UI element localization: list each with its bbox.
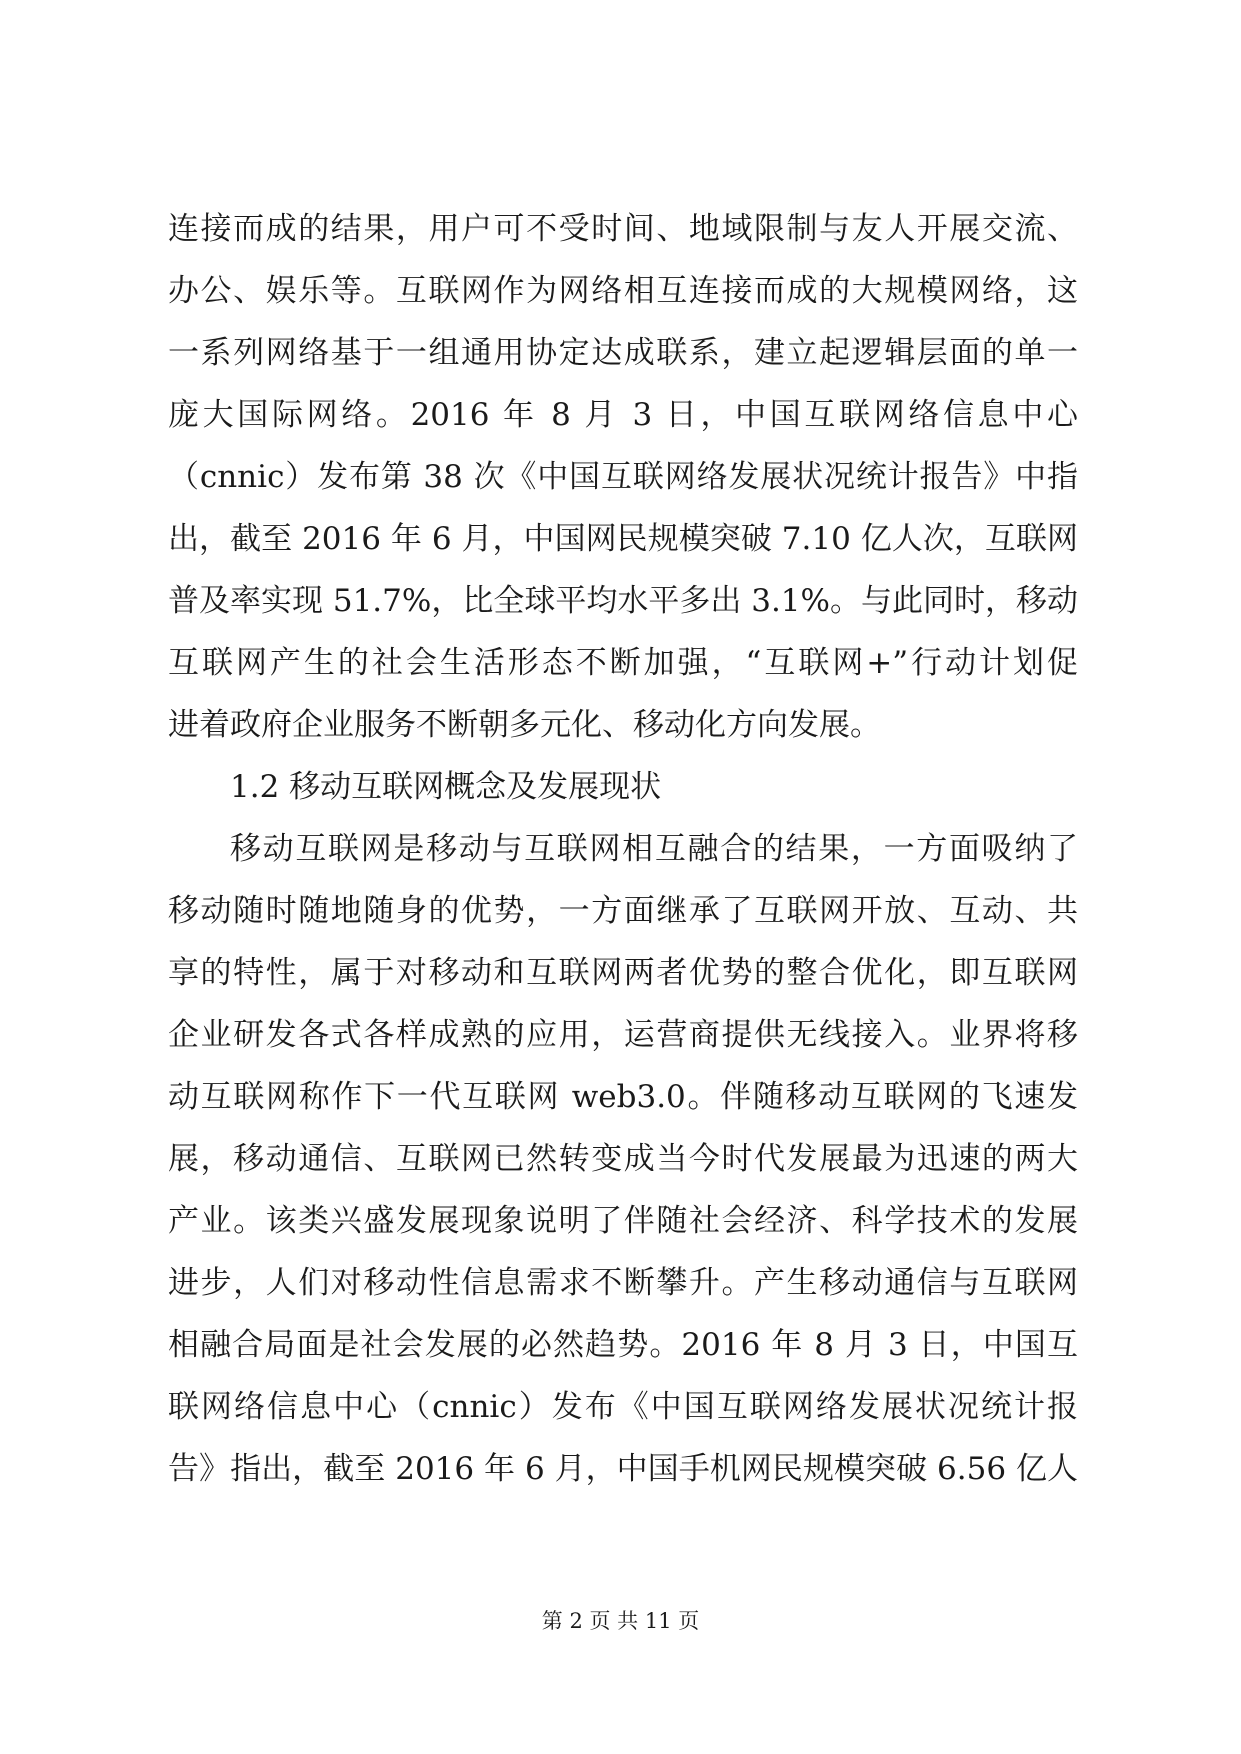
text-line: 进着政府企业服务不断朝多元化、移动化方向发展。 <box>168 707 881 743</box>
body-text <box>168 198 1078 1500</box>
text-line: 办公、娱乐等。互联网作为网络相互连接而成的大规模网络，这 <box>168 273 1078 309</box>
text-line: 移动互联网是移动与互联网相互融合的结果，一方面吸纳了 <box>230 831 1078 867</box>
text-line: 进步，人们对移动性信息需求不断攀升。产生移动通信与互联网 <box>168 1265 1078 1301</box>
section-heading: 1.2 移动互联网概念及发展现状 <box>230 769 662 805</box>
text-line: 互联网产生的社会生活形态不断加强，“互联网+”行动计划促 <box>168 645 1078 681</box>
text-line: 连接而成的结果，用户可不受时间、地域限制与友人开展交流、 <box>168 211 1078 247</box>
text-line: 相融合局面是社会发展的必然趋势。2016 年 8 月 3 日，中国互 <box>168 1327 1078 1363</box>
text-line: （cnnic）发布第 38 次《中国互联网络发展状况统计报告》中指 <box>168 459 1078 495</box>
text-line: 动互联网称作下一代互联网 web3.0。伴随移动互联网的飞速发 <box>168 1079 1078 1115</box>
text-line: 产业。该类兴盛发展现象说明了伴随社会经济、科学技术的发展 <box>168 1203 1078 1239</box>
text-line: 享的特性，属于对移动和互联网两者优势的整合优化，即互联网 <box>168 955 1078 991</box>
text-line: 普及率实现 51.7%，比全球平均水平多出 3.1%。与此同时，移动 <box>168 583 1078 619</box>
text-line: 联网络信息中心（cnnic）发布《中国互联网络发展状况统计报 <box>168 1389 1078 1425</box>
text-line: 展，移动通信、互联网已然转变成当今时代发展最为迅速的两大 <box>168 1141 1078 1177</box>
page-number-footer: 第 2 页 共 11 页 <box>541 1609 700 1633</box>
text-line: 一系列网络基于一组通用协定达成联系，建立起逻辑层面的单一 <box>168 335 1078 371</box>
text-line: 移动随时随地随身的优势，一方面继承了互联网开放、互动、共 <box>168 893 1078 929</box>
text-line: 企业研发各式各样成熟的应用，运营商提供无线接入。业界将移 <box>168 1017 1078 1053</box>
text-line: 出，截至 2016 年 6 月，中国网民规模突破 7.10 亿人次，互联网 <box>168 521 1078 557</box>
text-line: 告》指出，截至 2016 年 6 月，中国手机网民规模突破 6.56 亿人 <box>168 1451 1078 1487</box>
text-line: 庞大国际网络。2016 年 8 月 3 日，中国互联网络信息中心 <box>168 397 1078 433</box>
